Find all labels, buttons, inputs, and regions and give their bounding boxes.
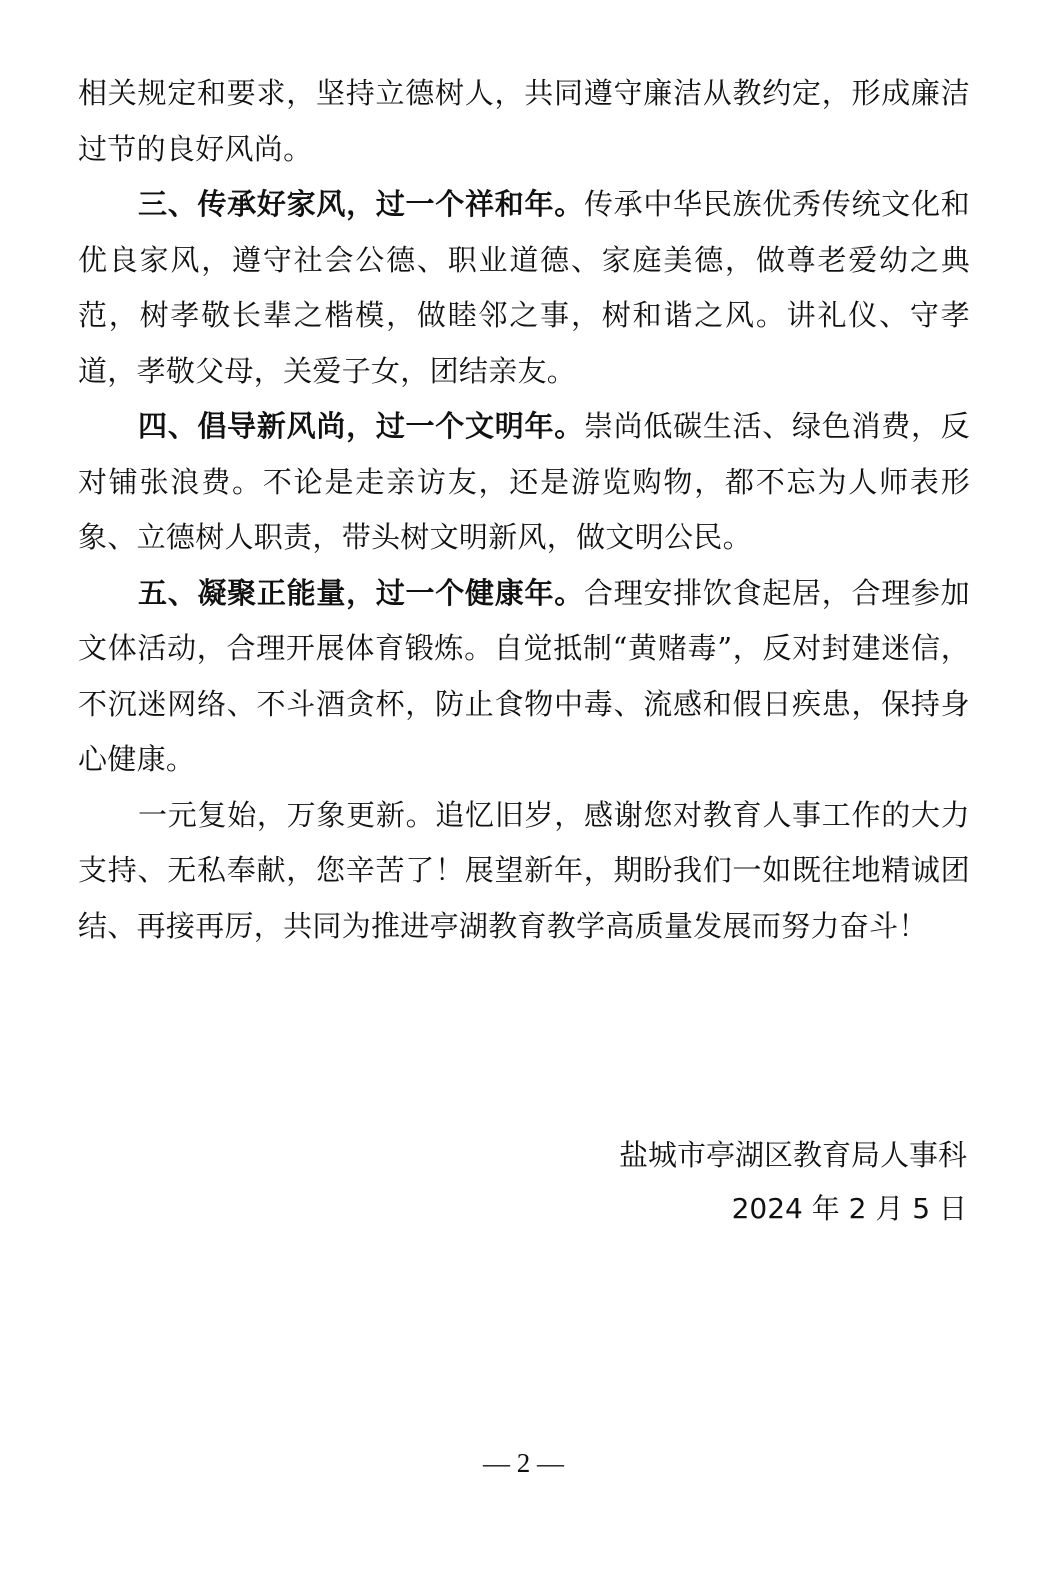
paragraph-heading: 五、凝聚正能量，过一个健康年。: [138, 575, 584, 610]
signature-block: [619, 1128, 967, 1236]
paragraph-text: 崇尚低碳生活、绿色消费，反对铺张浪费。不论是走亲访友，还是游览购物，都不忘为人师表形象、立德树人职责，带头树文明新风，做文明公民。: [78, 409, 970, 554]
document-body: [78, 66, 970, 954]
paragraph-positive-energy: [78, 566, 970, 788]
signature-date: 2024 年 2 月 5 日: [731, 1192, 967, 1225]
paragraph-continuation: [78, 66, 970, 177]
paragraph-closing: [78, 788, 970, 955]
paragraph-text: 传承中华民族优秀传统文化和优良家风，遵守社会公德、职业道德、家庭美德，做尊老爱幼之典范，树孝敬长辈之楷模，做睦邻之事，树和谐之风。讲礼仪、守孝道，孝敬父母，关爱子女，团结亲友。: [78, 187, 970, 388]
page-number: — 2 —: [483, 1448, 564, 1478]
paragraph-new-customs: [78, 399, 970, 566]
paragraph-heading: 三、传承好家风，过一个祥和年。: [138, 187, 584, 221]
paragraph-heading: 四、倡导新风尚，过一个文明年。: [138, 409, 584, 443]
paragraph-text: 一元复始，万象更新。追忆旧岁，感谢您对教育人事工作的大力支持、无私奉献，您辛苦了！展望新年，期盼我们一如既往地精诚团结、再接再厉，共同为推进亭湖教育教学高质量发展而努力奋斗！: [78, 797, 970, 943]
signature-organization: 盐城市亭湖区教育局人事科: [618, 1138, 967, 1172]
paragraph-family-tradition: [78, 177, 970, 399]
paragraph-text: 合理安排饮食起居，合理参加文体活动，合理开展体育锻炼。自觉抵制“黄赌毒”，反对封建迷信，不沉迷网络、不斗酒贪杯，防止食物中毒、流感和假日疾患，保持身心健康。: [78, 575, 970, 776]
paragraph-text: 相关规定和要求，坚持立德树人，共同遵守廉洁从教约定，形成廉洁过节的良好风尚。: [78, 76, 970, 166]
